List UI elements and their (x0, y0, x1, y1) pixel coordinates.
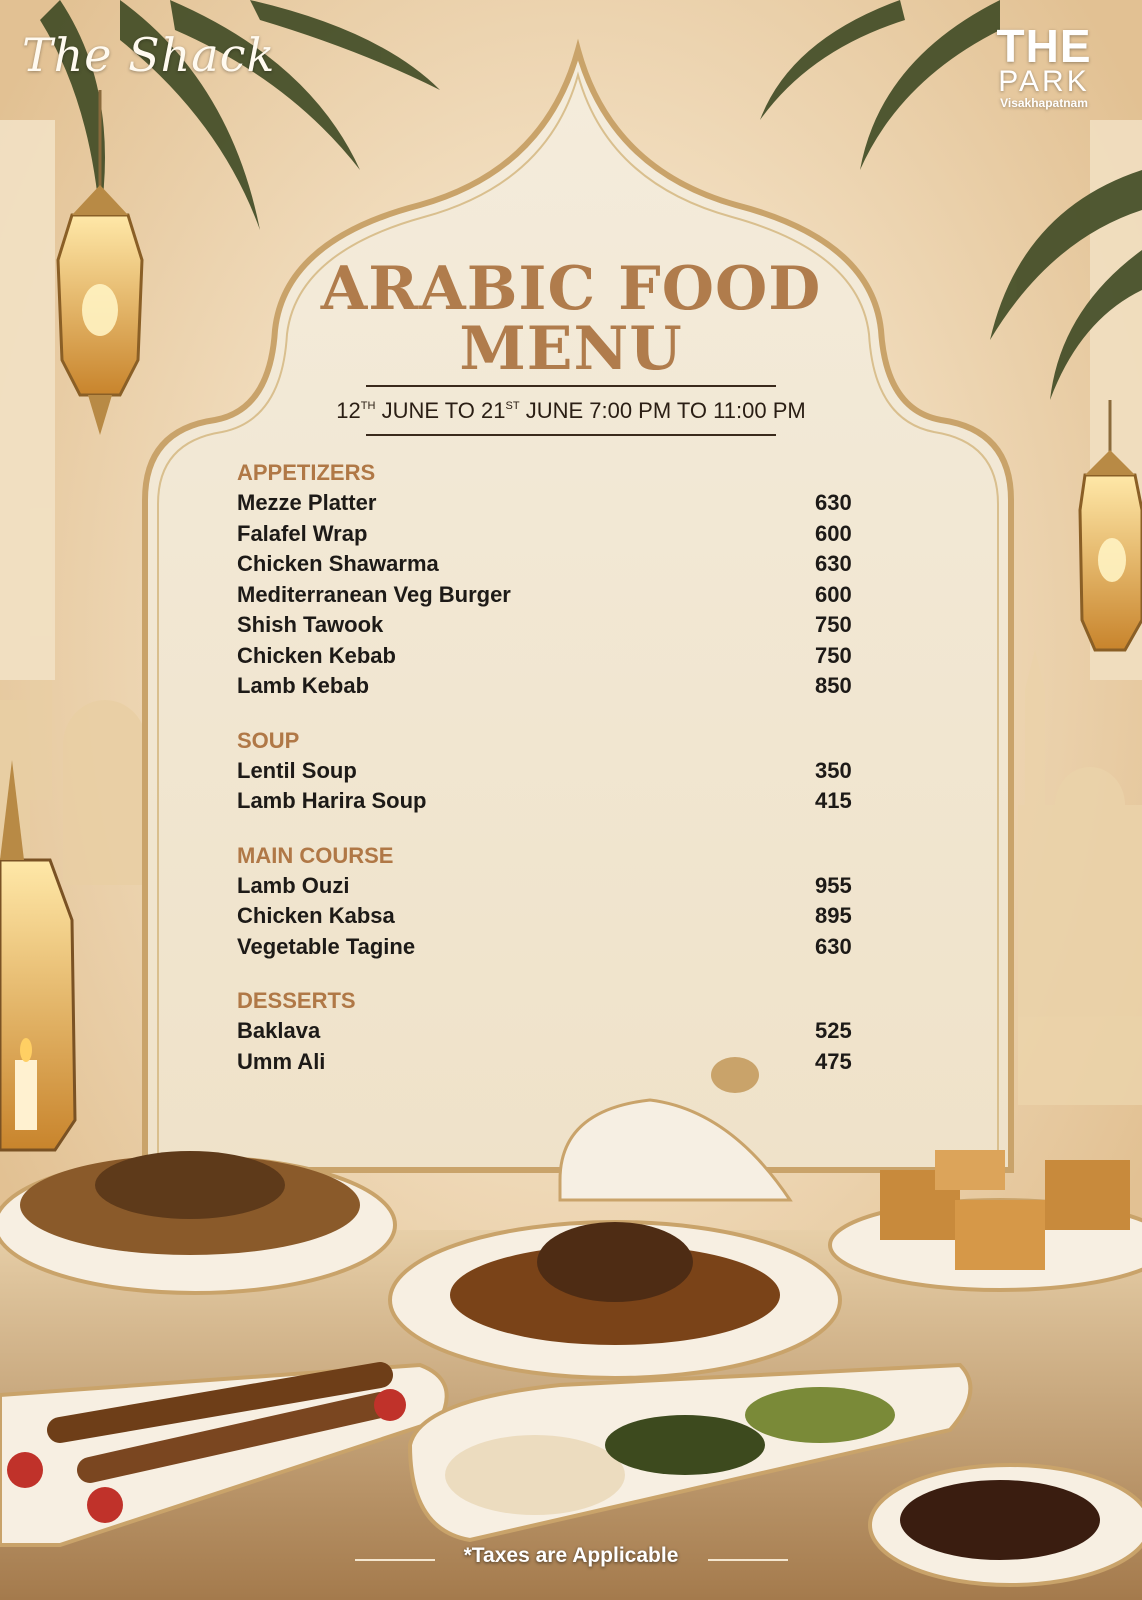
item-name: Lamb Kebab (237, 673, 370, 698)
page-title-line2: MENU (459, 314, 683, 384)
item-price: 600 (815, 581, 852, 607)
menu-item (237, 756, 877, 787)
section-heading: DESSERTS (237, 988, 356, 1013)
brand-right-line3: Visakhapatnam (1000, 96, 1088, 110)
item-price: 955 (815, 872, 852, 898)
item-name: Vegetable Tagine (237, 933, 416, 959)
item-name: Umm Ali (237, 1048, 326, 1074)
menu-item (237, 932, 877, 963)
item-price: 850 (815, 673, 852, 698)
brand-left-logo: The Shack (22, 28, 276, 82)
end-suffix: ST (505, 400, 520, 412)
end-day: 21 (481, 398, 506, 423)
item-name: Shish Tawook (237, 612, 384, 637)
brand-right-line2: PARK (998, 65, 1090, 98)
item-price: 350 (815, 757, 852, 783)
item-price: 415 (815, 788, 852, 813)
item-name: Lentil Soup (237, 757, 357, 783)
item-price: 525 (815, 1018, 852, 1043)
start-month: JUNE TO (381, 398, 475, 423)
event-dates (0, 398, 1142, 424)
item-price: 895 (815, 903, 852, 928)
item-name: Baklava (237, 1018, 321, 1043)
divider-bottom (366, 434, 776, 436)
menu-item (237, 519, 877, 550)
menu-item (237, 610, 877, 641)
divider-top (366, 385, 776, 387)
item-price: 750 (815, 642, 852, 668)
item-price: 475 (815, 1048, 852, 1074)
menu-item (237, 549, 877, 580)
item-price: 750 (815, 612, 852, 637)
item-name: Chicken Kabsa (237, 903, 395, 928)
item-name: Mediterranean Veg Burger (237, 581, 511, 607)
section-heading: SOUP (237, 727, 300, 753)
footer-note: *Taxes are Applicable (463, 1544, 679, 1567)
item-price: 600 (815, 520, 852, 546)
menu-item (237, 671, 877, 702)
menu-section (237, 726, 877, 817)
item-name: Lamb Harira Soup (237, 788, 427, 813)
item-name: Falafel Wrap (237, 520, 368, 546)
brand-right-logo (974, 20, 1114, 110)
brand-right-line1: THE (996, 20, 1092, 72)
menu-item (237, 871, 877, 902)
menu-list (237, 458, 877, 1101)
item-name: Lamb Ouzi (237, 872, 350, 898)
item-name: Chicken Shawarma (237, 551, 439, 576)
item-price: 630 (815, 551, 852, 576)
section-heading: APPETIZERS (237, 460, 376, 485)
end-rest: JUNE 7:00 PM TO 11:00 PM (525, 398, 806, 423)
section-heading: MAIN COURSE (237, 842, 394, 868)
menu-item (237, 641, 877, 672)
menu-item (237, 1016, 877, 1047)
menu-item (237, 1047, 877, 1078)
item-name: Chicken Kebab (237, 642, 396, 668)
footer-rule-right (708, 1559, 788, 1561)
item-price: 630 (815, 933, 852, 959)
menu-item (237, 901, 877, 932)
menu-item (237, 786, 877, 817)
start-day: 12 (336, 398, 361, 423)
menu-item (237, 580, 877, 611)
start-suffix: TH (360, 400, 376, 412)
page-title-line1: ARABIC FOOD (320, 254, 822, 324)
item-name: Mezze Platter (237, 490, 377, 515)
menu-section (237, 986, 877, 1077)
menu-item (237, 488, 877, 519)
menu-section (237, 841, 877, 963)
menu-section (237, 458, 877, 702)
item-price: 630 (815, 490, 852, 515)
